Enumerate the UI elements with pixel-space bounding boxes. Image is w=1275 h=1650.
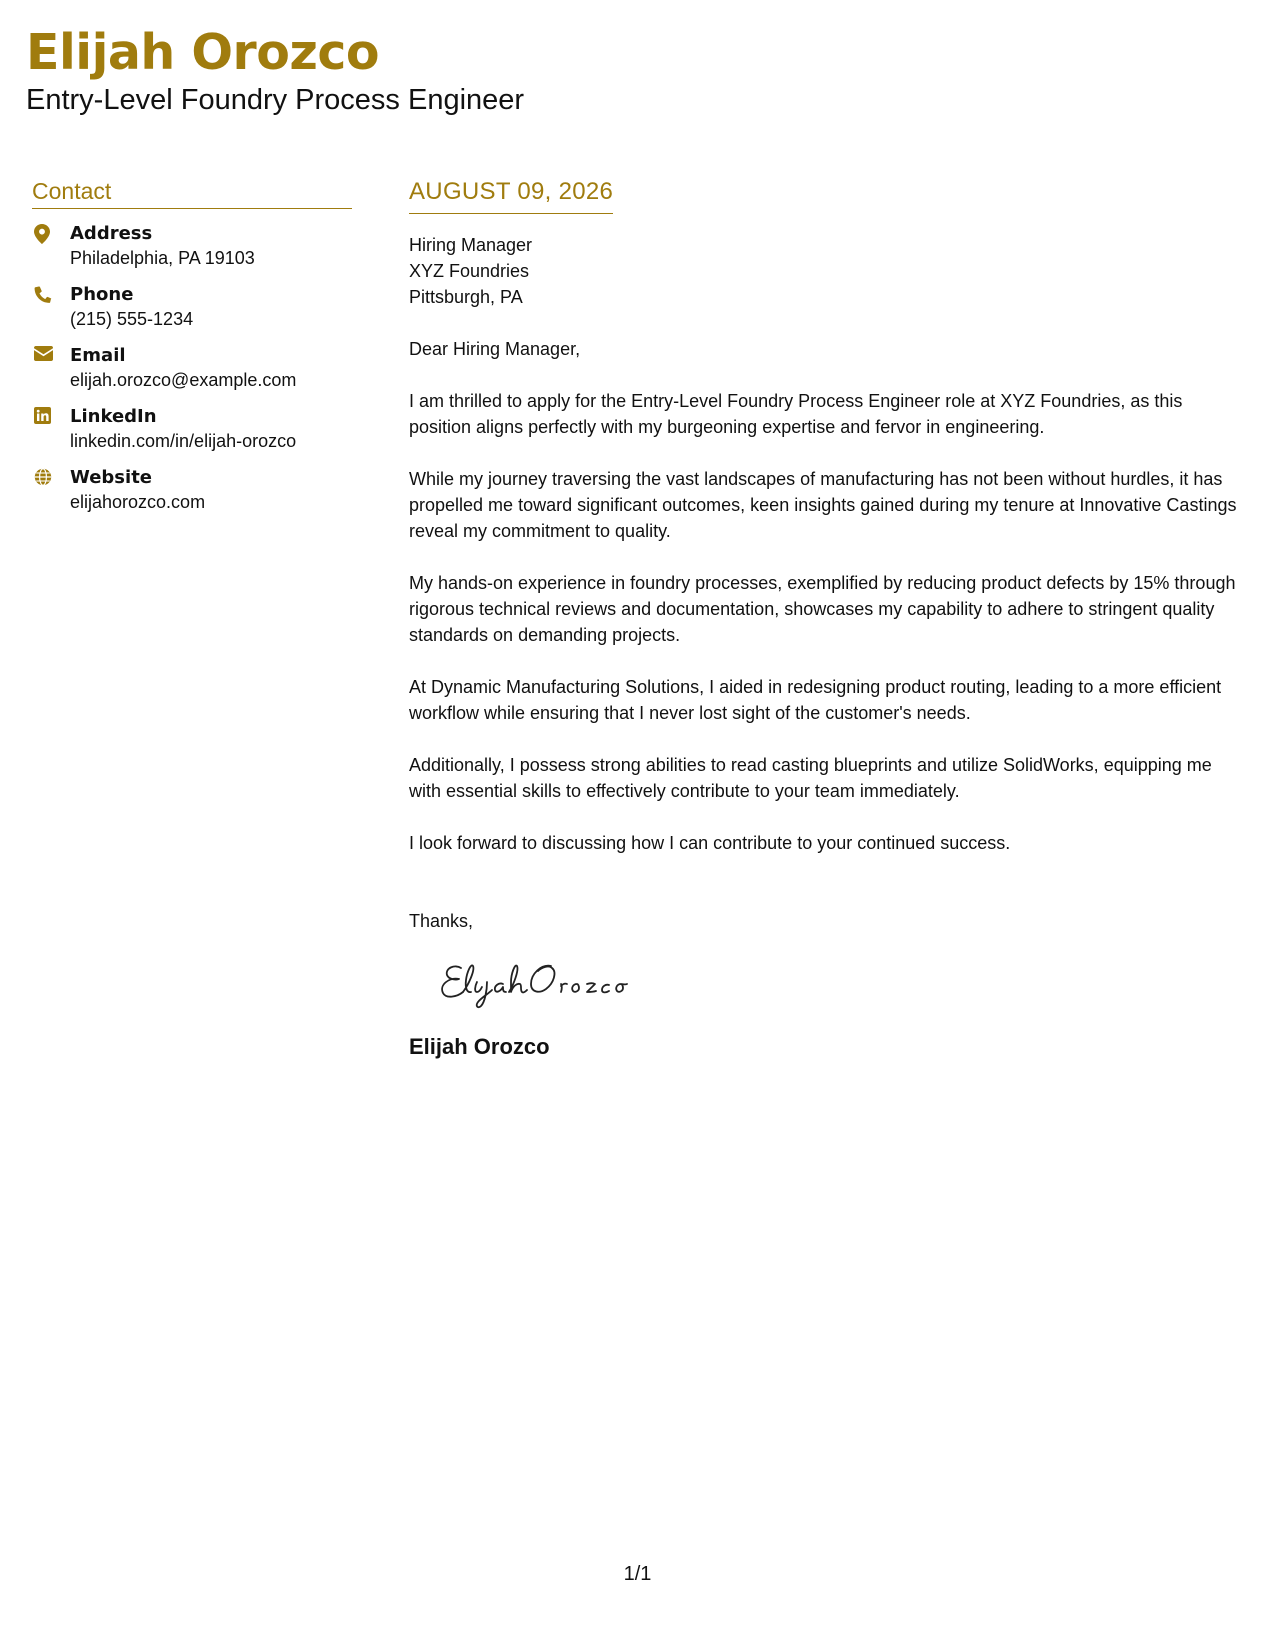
website-value: elijahorozco.com (70, 492, 206, 512)
letter-paragraph: Additionally, I possess strong abilities to read casting blueprints and utilize SolidWorks, equipping me with essential skills to effectively contribute to your team immediately. (409, 755, 1212, 801)
map-pin-icon (32, 221, 70, 244)
recipient-location: Pittsburgh, PA (409, 287, 523, 307)
contact-heading: Contact (32, 176, 352, 209)
handwritten-signature (437, 954, 647, 1018)
contact-linkedin (32, 404, 352, 454)
resume-header (26, 24, 1226, 118)
page-number: 1/1 (623, 1563, 652, 1585)
email-value: elijah.orozco@example.com (70, 370, 297, 390)
linkedin-icon (32, 404, 70, 424)
address-value: Philadelphia, PA 19103 (70, 248, 255, 268)
letter-paragraph: I look forward to discussing how I can contribute to your continued success. (409, 833, 1011, 853)
salutation: Dear Hiring Manager, (409, 339, 581, 359)
letter-date: AUGUST 09, 2026 (409, 176, 613, 214)
contact-label: Phone (70, 284, 134, 305)
linkedin-value: linkedin.com/in/elijah-orozco (70, 431, 297, 451)
contact-website (32, 465, 352, 515)
letter-paragraph: While my journey traversing the vast landscapes of manufacturing has not been without hurdles, it has propelled me toward significant outcomes, keen insights gained during my tenure at Innovative Castings reveal my commitment to quality. (409, 469, 1237, 541)
contact-label: Address (70, 223, 153, 244)
contact-email (32, 343, 352, 393)
signer-name: Elijah Orozco (409, 1034, 550, 1059)
recipient-block (409, 232, 1239, 310)
contact-address (32, 221, 352, 271)
contact-list (32, 221, 352, 515)
envelope-icon (32, 343, 70, 361)
phone-value: (215) 555-1234 (70, 309, 194, 329)
phone-icon (32, 282, 70, 303)
closing: Thanks, (409, 911, 474, 931)
job-title: Entry-Level Foundry Process Engineer (26, 84, 525, 116)
contact-label: LinkedIn (70, 406, 157, 427)
contact-label: Email (70, 345, 126, 366)
globe-icon (32, 465, 70, 486)
contact-sidebar (32, 176, 352, 526)
cover-letter-body (409, 176, 1239, 1062)
letter-paragraph: My hands-on experience in foundry processes, exemplified by reducing product defects by 15% through rigorous technical reviews and documentation, showcases my capability to adhere to stringent quality standards on demanding projects. (409, 573, 1236, 645)
recipient-company: XYZ Foundries (409, 261, 530, 281)
contact-label: Website (70, 467, 153, 488)
letter-paragraph: At Dynamic Manufacturing Solutions, I aided in redesigning product routing, leading to a more efficient workflow while ensuring that I never lost sight of the customer's needs. (409, 677, 1222, 723)
applicant-name: Elijah Orozco (26, 24, 380, 81)
contact-phone (32, 282, 352, 332)
letter-paragraph: I am thrilled to apply for the Entry-Level Foundry Process Engineer role at XYZ Foundries, as this position aligns perfectly with my burgeoning expertise and fervor in engineering. (409, 391, 1183, 437)
recipient-name: Hiring Manager (409, 235, 533, 255)
